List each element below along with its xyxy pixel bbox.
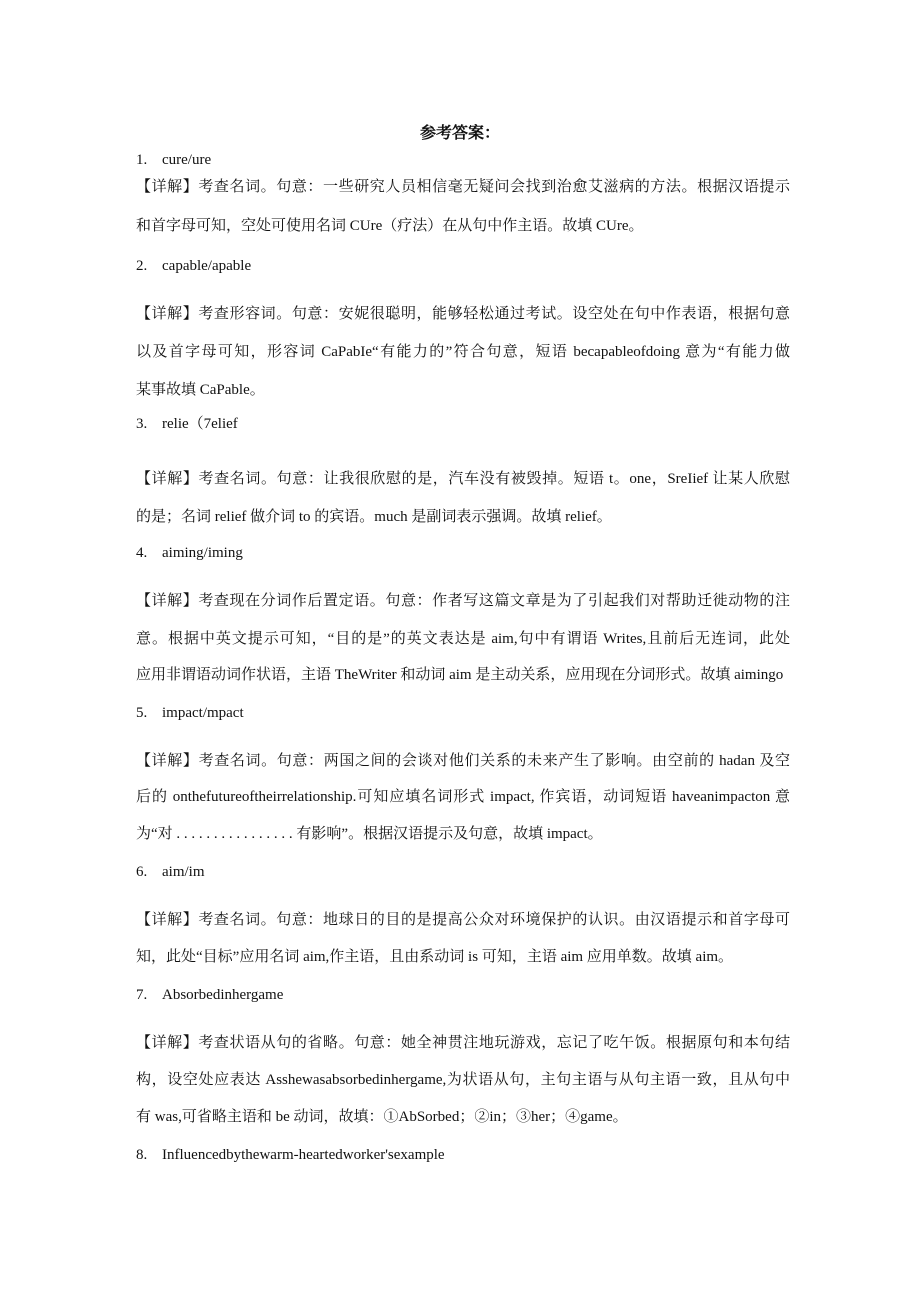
explanation-line: 【详解】考查现在分词作后置定语。句意：作者写这篇文章是为了引起我们对帮助迁徙动物的注 — [136, 593, 790, 609]
item-number: 2. — [136, 258, 148, 274]
explanation-line: 【详解】考查状语从句的省略。句意：她全神贯注地玩游戏，忘记了吃午饭。根据原句和本句结 — [136, 1035, 790, 1051]
item-number: 5. — [136, 705, 148, 721]
item-answer: relie（7elief — [162, 416, 238, 432]
answer-item — [136, 1145, 790, 1165]
explanation-line: 【详解】考查名词。句意：让我很欣慰的是，汽车没有被毁掉。短语 t。one，SreIief 让某人欣慰 — [136, 471, 790, 487]
item-number: 1. — [136, 152, 148, 168]
explanation-line: 和首字母可知，空处可使用名词 CUre（疗法）在从句中作主语。故填 CUre。 — [136, 218, 644, 234]
explanation-line: 的是；名词 relief 做介词 to 的宾语。much 是副词表示强调。故填 relief。 — [136, 509, 612, 525]
answer-item — [136, 703, 790, 723]
answer-item — [136, 414, 790, 434]
item-number: 6. — [136, 864, 148, 880]
explanation-line: 有 was,可省略主语和 be 动词，故填：①AbSorbed；②in；③her；④game。 — [136, 1109, 628, 1125]
answer-item — [136, 150, 790, 170]
item-answer: cure/ure — [162, 152, 212, 168]
explanation-line: 【详解】考查形容词。句意：安妮很聪明，能够轻松通过考试。设空处在句中作表语，根据句意 — [136, 306, 790, 322]
item-answer: Absorbedinhergame — [162, 987, 284, 1003]
explanation-line: 以及首字母可知，形容词 CaPabIe“有能力的”符合句意，短语 becapableofdoing 意为“有能力做 — [136, 344, 790, 360]
explanation-line: 【详解】考查名词。句意：两国之间的会谈对他们关系的未来产生了影响。由空前的 hadan 及空 — [136, 753, 790, 769]
explanation-line: 【详解】考查名词。句意：地球日的目的是提高公众对环境保护的认识。由汉语提示和首字母可 — [136, 912, 790, 928]
item-answer: capable/apable — [162, 258, 252, 274]
item-answer: aim/im — [162, 864, 205, 880]
item-number: 7. — [136, 987, 148, 1003]
answer-item — [136, 256, 790, 276]
explanation-line: 某事故填 CaPable。 — [136, 382, 265, 398]
explanation-line: 意。根据中英文提示可知，“目的是”的英文表达是 aim,句中有谓语 Writes,且前后无连词，此处 — [136, 631, 790, 647]
item-number: 8. — [136, 1147, 148, 1163]
explanation-line: 后的 onthefutureoftheirrelationship.可知应填名词形式 impact, 作宾语，动词短语 haveanimpacton 意 — [136, 789, 790, 805]
explanation-line: 【详解】考查名词。句意：一些研究人员相信毫无疑问会找到治愈艾滋病的方法。根据汉语提示 — [136, 179, 790, 195]
item-answer: impact/mpact — [162, 705, 244, 721]
answer-item — [136, 543, 790, 563]
explanation-line: 知，此处“目标”应用名词 aim,作主语，且由系动词 is 可知，主语 aim 应用单数。故填 aim。 — [136, 949, 734, 965]
answer-item — [136, 862, 790, 882]
explanation-line: 构，设空处应表达 Asshewasabsorbedinhergame,为状语从句，主句主语与从句主语一致，且从句中 — [136, 1072, 790, 1088]
answer-item — [136, 985, 790, 1005]
explanation-line: 为“对 . . . . . . . . . . . . . . . . 有影响”。根据汉语提示及句意，故填 impact。 — [136, 826, 603, 842]
page-title: 参考答案： — [419, 125, 500, 142]
item-number: 3. — [136, 416, 148, 432]
explanation-line: 应用非谓语动词作状语，主语 TheWriter 和动词 aim 是主动关系，应用现在分词形式。故填 aimingo — [136, 667, 784, 683]
item-number: 4. — [136, 545, 148, 561]
item-answer: aiming/iming — [162, 545, 243, 561]
item-answer: Influencedbythewarm-heartedworker'sexample — [162, 1147, 445, 1163]
